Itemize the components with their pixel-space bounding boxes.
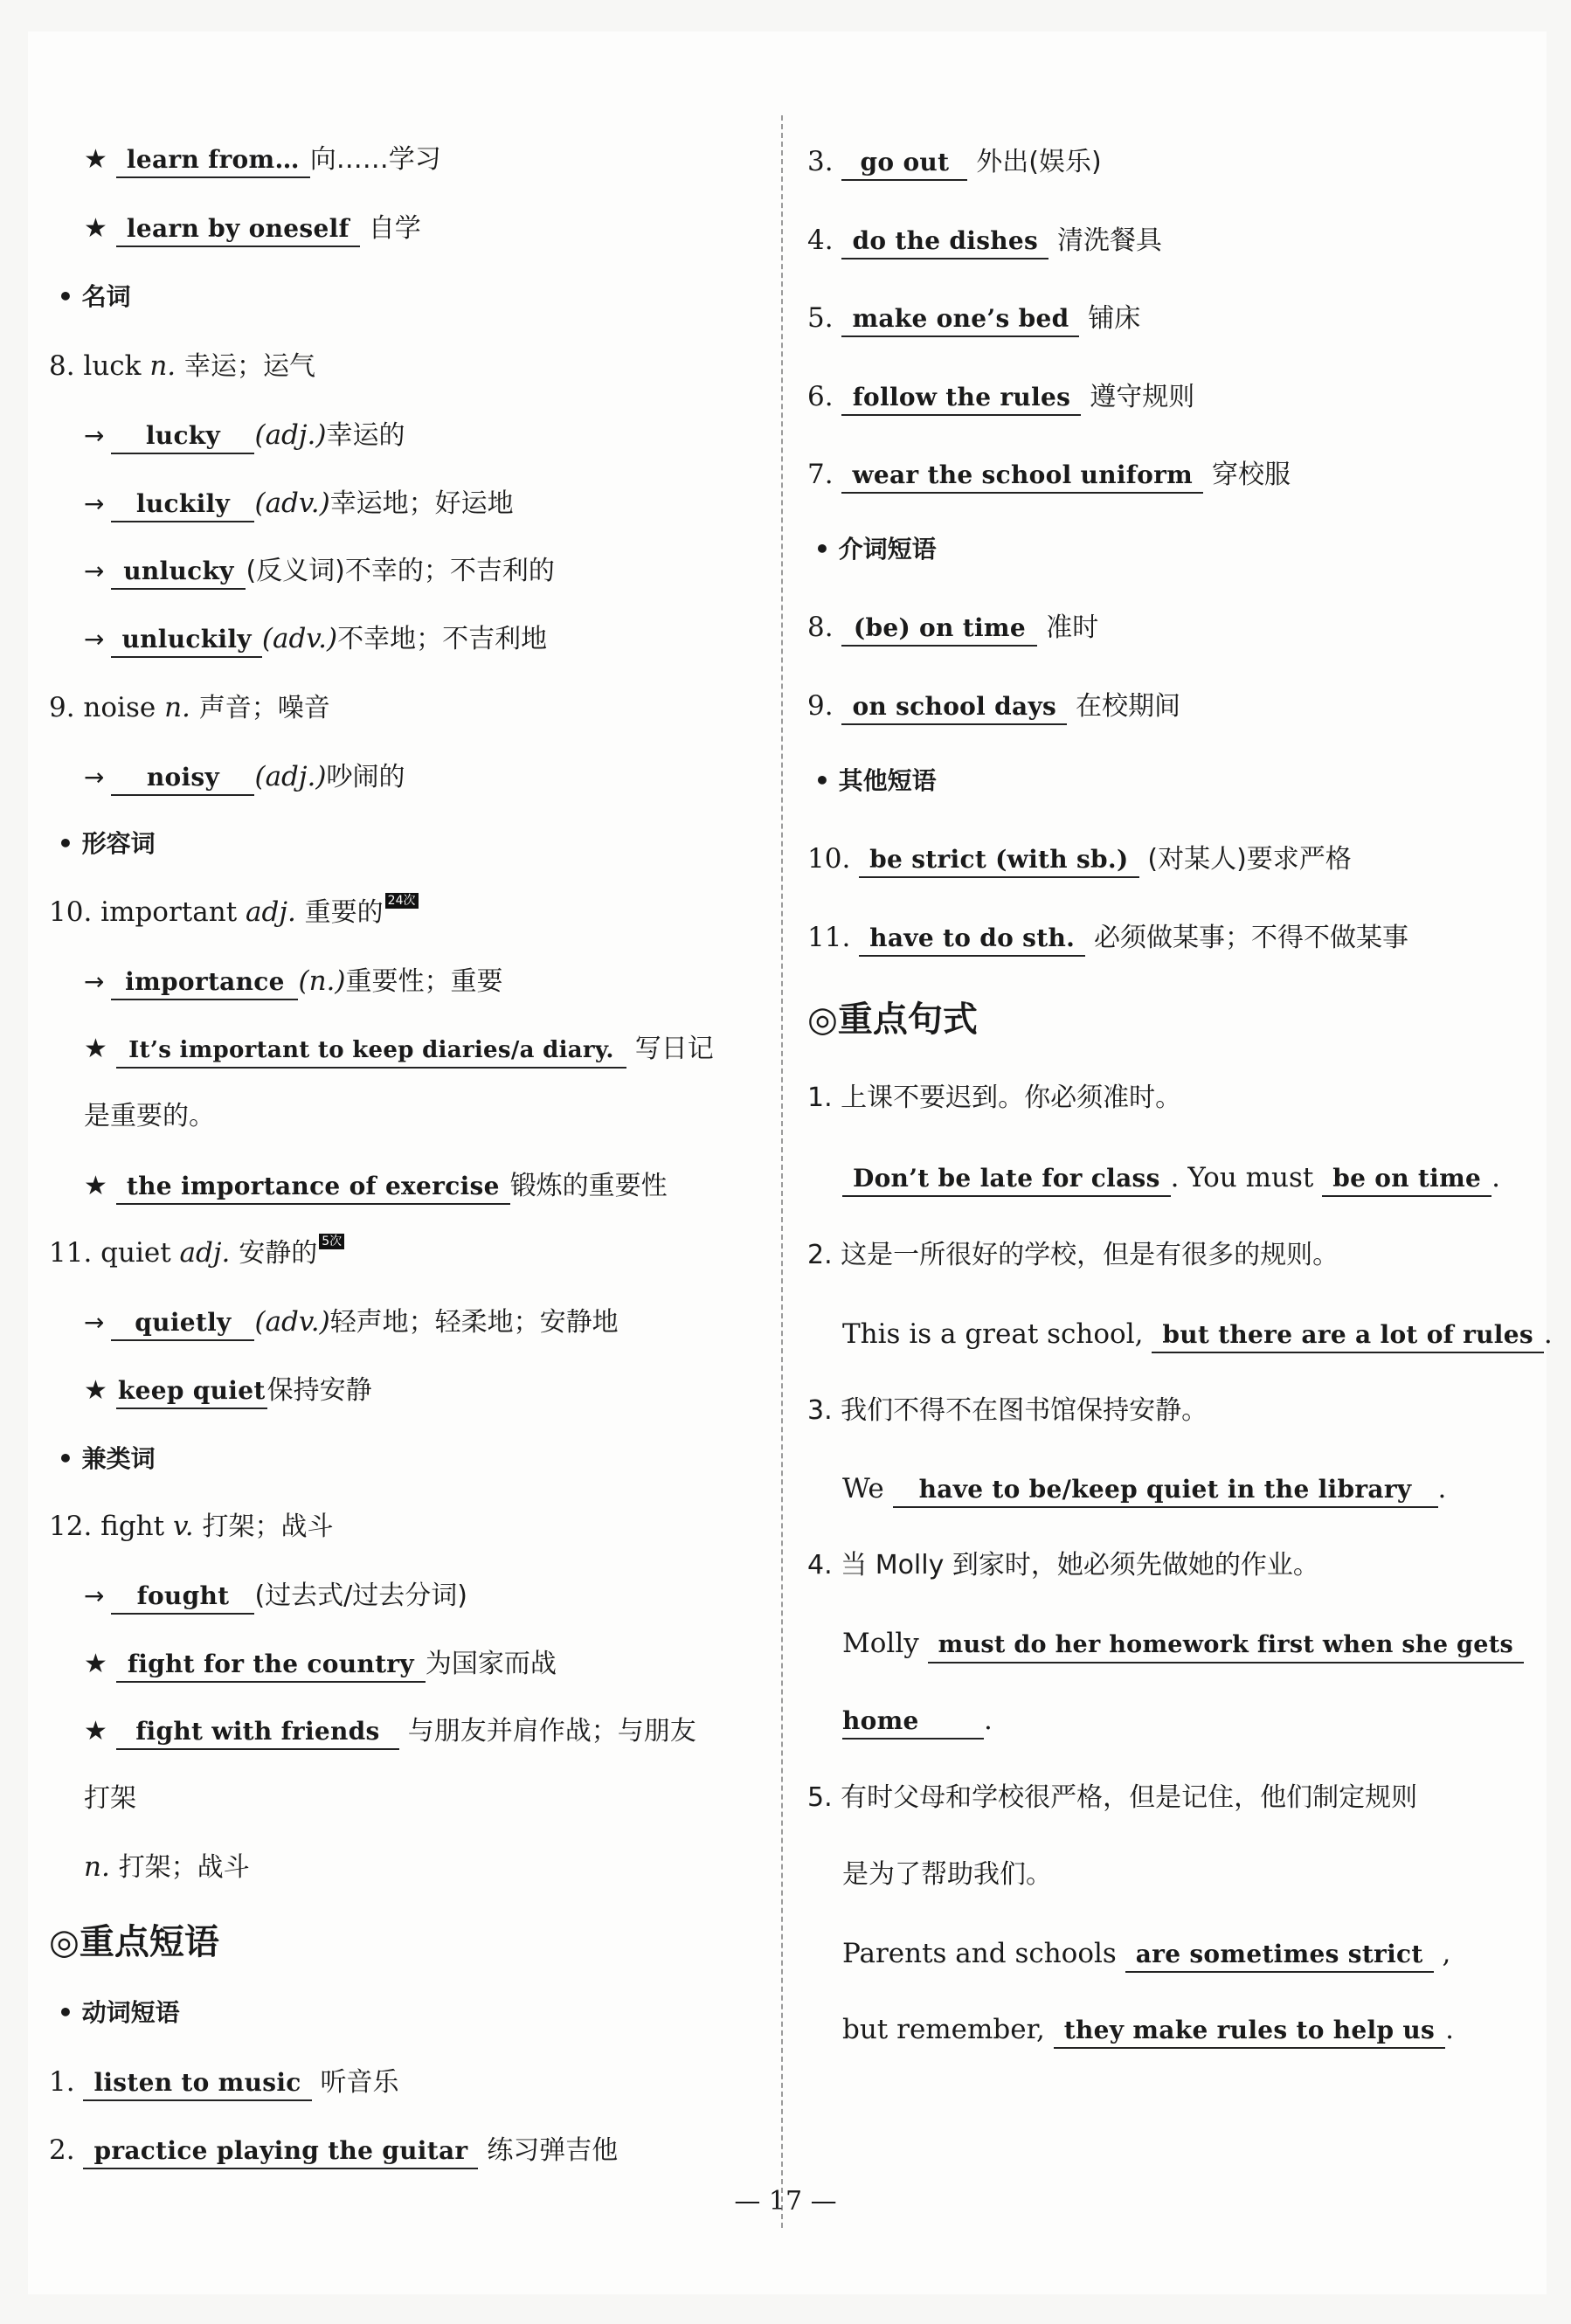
arrow-icon: → (84, 967, 105, 996)
phrase-6 (807, 377, 1194, 416)
phrase-9 (807, 687, 1180, 725)
item-number: 11. (807, 922, 851, 953)
derivative-fought (84, 1576, 467, 1615)
headword: 8. luck (49, 350, 142, 382)
sentence-text: . (1543, 1318, 1553, 1350)
category-other-phrases: • 其他短语 (814, 766, 937, 795)
answer-blank: be on time (1322, 1162, 1491, 1197)
answer-blank: fight for the country (116, 1648, 426, 1683)
headword: 9. noise (49, 692, 156, 723)
word-quiet (49, 1234, 344, 1272)
sentence-4-prompt: 4. 当 Molly 到家时，她必须先做她的作业。 (807, 1550, 1319, 1580)
answer-blank: follow the rules (841, 381, 1081, 416)
arrow-icon: → (84, 1581, 105, 1610)
part-of-speech: (n.) (298, 965, 346, 997)
derivative-noisy (84, 757, 405, 796)
answer-blank: fight with friends (116, 1715, 399, 1750)
sentence-text: Molly (842, 1628, 919, 1659)
workbook-page (28, 31, 1553, 2294)
star-icon: ★ (84, 144, 107, 175)
phrase-5 (807, 299, 1140, 337)
sentence-text: . (1437, 1473, 1447, 1504)
meaning: 声音；噪音 (198, 693, 330, 723)
sentence-text: , (1442, 1938, 1451, 1969)
answer-blank: Don’t be late for class (842, 1162, 1171, 1197)
answer-blank: the importance of exercise (116, 1170, 510, 1205)
sentence-text: Parents and schools (842, 1938, 1117, 1969)
meaning: 重要的 (304, 897, 384, 928)
meaning: 是重要的。 (84, 1101, 215, 1131)
answer-blank: (be) on time (841, 612, 1037, 647)
meaning: 穿校服 (1211, 460, 1291, 490)
part-of-speech: n. (84, 1851, 110, 1883)
derivative-importance (84, 962, 502, 1000)
meaning: 锻炼的重要性 (509, 1171, 668, 1201)
answer-blank: wear the school uniform (841, 459, 1203, 494)
sentence-5-answer-cont (842, 2010, 1454, 2049)
meaning: 幸运地；好运地 (329, 488, 514, 519)
item-number: 7. (807, 459, 834, 490)
answer-blank: must do her homework first when she gets (928, 1629, 1524, 1663)
fight-noun-sense (84, 1848, 250, 1886)
derivative-lucky (84, 416, 405, 454)
item-number: 6. (807, 381, 834, 412)
answer-blank: learn by oneself (116, 212, 360, 247)
item-number: 10. (807, 843, 851, 875)
usage-keep-diaries-cont (84, 1096, 215, 1135)
meaning: 重要性；重要 (345, 966, 503, 997)
meaning: 清洗餐具 (1056, 225, 1162, 256)
meaning: 自学 (368, 213, 421, 244)
answer-blank: but there are a lot of rules (1152, 1318, 1544, 1353)
word-important (49, 893, 419, 931)
meaning: 保持安静 (266, 1375, 372, 1406)
category-prep-phrases: • 介词短语 (814, 535, 937, 564)
star-icon: ★ (84, 1375, 107, 1406)
meaning: 在校期间 (1075, 691, 1180, 722)
meaning: 幸运；运气 (184, 351, 316, 382)
category-adjective: • 形容词 (58, 829, 156, 858)
part-of-speech: (adv.) (254, 488, 330, 519)
sentence-1-answer (842, 1159, 1500, 1197)
word-luck (49, 347, 315, 385)
meaning: 写日记 (634, 1034, 714, 1064)
phrase-4 (807, 221, 1162, 259)
item-number: 5. (807, 302, 834, 334)
answer-blank: quietly (111, 1306, 254, 1341)
answer-blank: unluckily (111, 623, 261, 658)
meaning: 准时 (1046, 612, 1099, 643)
usage-importance-of-exercise (84, 1166, 668, 1205)
phrase-3 (807, 142, 1102, 181)
meaning: 轻声地；轻柔地；安静地 (329, 1307, 619, 1338)
sentence-5-prompt-cont: 是为了帮助我们。 (842, 1859, 1052, 1890)
sentence-2-answer (842, 1315, 1553, 1353)
meaning: 不幸地；不吉利地 (337, 624, 548, 654)
answer-blank: importance (111, 965, 298, 1000)
meaning: 安静的 (239, 1238, 318, 1269)
arrow-icon: → (84, 1308, 105, 1337)
meaning: (反义词)不幸的；不吉利的 (246, 556, 555, 586)
part-of-speech: n. (149, 350, 176, 382)
category-verb-phrases: • 动词短语 (58, 1998, 180, 2027)
meaning: (过去式/过去分词) (254, 1580, 467, 1611)
part-of-speech: (adj.) (254, 761, 327, 792)
usage-fight-with-friends-cont (84, 1779, 136, 1817)
sentence-text: . (984, 1705, 993, 1736)
answer-blank: are sometimes strict (1125, 1938, 1434, 1973)
arrow-icon: → (84, 625, 105, 654)
headword: 11. quiet (49, 1237, 171, 1269)
answer-blank: unlucky (111, 555, 246, 590)
star-icon: ★ (84, 1716, 107, 1746)
sentence-5-answer (842, 1934, 1450, 1973)
phrase-8 (807, 608, 1098, 647)
meaning: 打架；战斗 (118, 1852, 250, 1883)
phrase-1 (49, 2063, 398, 2101)
frequency-badge: 24次 (385, 893, 419, 909)
sentence-3-prompt: 3. 我们不得不在图书馆保持安静。 (807, 1395, 1208, 1426)
sentence-2-prompt: 2. 这是一所很好的学校，但是有很多的规则。 (807, 1240, 1339, 1270)
headword: 12. fight (49, 1511, 165, 1542)
frequency-badge: 5次 (319, 1234, 344, 1249)
star-icon: ★ (84, 1034, 107, 1064)
part-of-speech: adj. (246, 896, 296, 928)
sentence-text: but remember, (842, 2014, 1045, 2045)
sentence-4-answer (842, 1624, 1524, 1663)
item-number: 4. (807, 225, 834, 256)
part-of-speech: adj. (179, 1237, 231, 1269)
sentence-text: We (842, 1473, 884, 1504)
meaning: 外出(娱乐) (976, 147, 1102, 177)
derivative-quietly (84, 1303, 619, 1341)
answer-blank: listen to music (83, 2066, 311, 2101)
meaning: 铺床 (1088, 303, 1141, 334)
sentence-text: . (1491, 1162, 1500, 1193)
sentence-text: This is a great school, (842, 1318, 1144, 1350)
entry-learn-by-oneself (84, 209, 421, 247)
arrow-icon: → (84, 557, 105, 585)
word-noise (49, 688, 330, 727)
derivative-unluckily (84, 619, 547, 658)
answer-blank: on school days (841, 690, 1067, 725)
arrow-icon: → (84, 421, 105, 450)
answer-blank: noisy (111, 761, 254, 796)
meaning: 为国家而战 (425, 1649, 557, 1679)
phrase-10 (807, 840, 1352, 878)
sentence-text: . You must (1170, 1162, 1314, 1193)
answer-blank: home (842, 1705, 984, 1740)
usage-fight-with-friends (84, 1712, 696, 1750)
star-icon: ★ (84, 1171, 107, 1201)
sentence-1-prompt: 1. 上课不要迟到。你必须准时。 (807, 1082, 1182, 1113)
usage-fight-for-country (84, 1644, 557, 1683)
category-noun: • 名词 (58, 282, 131, 311)
phrase-7 (807, 455, 1291, 494)
page-number: — 17 — (734, 2186, 837, 2217)
part-of-speech: v. (172, 1511, 194, 1542)
answer-blank: luckily (111, 488, 254, 522)
star-icon: ★ (84, 1649, 107, 1679)
category-multi-class: • 兼类词 (58, 1444, 156, 1473)
answer-blank: have to be/keep quiet in the library (893, 1473, 1438, 1508)
entry-learn-from (84, 140, 441, 178)
usage-keep-quiet (84, 1371, 372, 1409)
part-of-speech: (adj.) (254, 419, 327, 451)
derivative-unlucky (84, 551, 555, 590)
answer-blank: lucky (111, 419, 254, 454)
meaning: 打架；战斗 (202, 1511, 334, 1542)
meaning: 听音乐 (320, 2067, 399, 2098)
meaning: 必须做某事；不得不做某事 (1094, 923, 1409, 953)
answer-blank: practice playing the guitar (83, 2134, 478, 2169)
part-of-speech: (adv.) (254, 1306, 330, 1338)
sentence-4-answer-cont (842, 1701, 993, 1740)
answer-blank: learn from… (116, 143, 310, 178)
meaning: 吵闹的 (326, 762, 405, 792)
answer-blank: fought (111, 1580, 254, 1615)
answer-blank: make one’s bed (841, 302, 1079, 337)
meaning: 打架 (84, 1783, 136, 1814)
item-number: 9. (807, 690, 834, 722)
meaning: 与朋友并肩作战；与朋友 (407, 1716, 696, 1746)
phrase-2 (49, 2131, 618, 2169)
answer-blank: they make rules to help us (1054, 2014, 1445, 2049)
usage-keep-diaries (84, 1029, 714, 1068)
sentence-text: . (1445, 2014, 1454, 2045)
item-number: 1. (49, 2066, 75, 2098)
part-of-speech: n. (164, 692, 190, 723)
answer-blank: keep quiet (116, 1374, 267, 1409)
answer-blank: be strict (with sb.) (859, 843, 1138, 878)
meaning: 幸运的 (326, 420, 405, 451)
answer-blank: have to do sth. (859, 922, 1085, 957)
sentence-3-answer (842, 1470, 1446, 1508)
word-fight (49, 1507, 334, 1546)
meaning: 遵守规则 (1090, 382, 1195, 412)
part-of-speech: (adv.) (261, 623, 338, 654)
answer-blank: It’s important to keep diaries/a diary. (116, 1034, 626, 1069)
item-number: 2. (49, 2134, 75, 2166)
section-key-sentences: ◎重点句式 (807, 999, 978, 1040)
section-key-phrases: ◎重点短语 (49, 1922, 219, 1962)
derivative-luckily (84, 484, 514, 522)
arrow-icon: → (84, 489, 105, 518)
phrase-11 (807, 918, 1408, 957)
answer-blank: do the dishes (841, 225, 1048, 259)
arrow-icon: → (84, 763, 105, 792)
meaning: (对某人)要求严格 (1147, 844, 1352, 875)
meaning: 向……学习 (309, 144, 441, 175)
answer-blank: go out (841, 146, 967, 181)
item-number: 8. (807, 612, 834, 643)
meaning: 练习弹吉他 (487, 2135, 619, 2166)
headword: 10. important (49, 896, 238, 928)
star-icon: ★ (84, 213, 107, 244)
item-number: 3. (807, 146, 834, 177)
column-divider (781, 115, 783, 2228)
sentence-5-prompt: 5. 有时父母和学校很严格，但是记住，他们制定规则 (807, 1782, 1418, 1813)
